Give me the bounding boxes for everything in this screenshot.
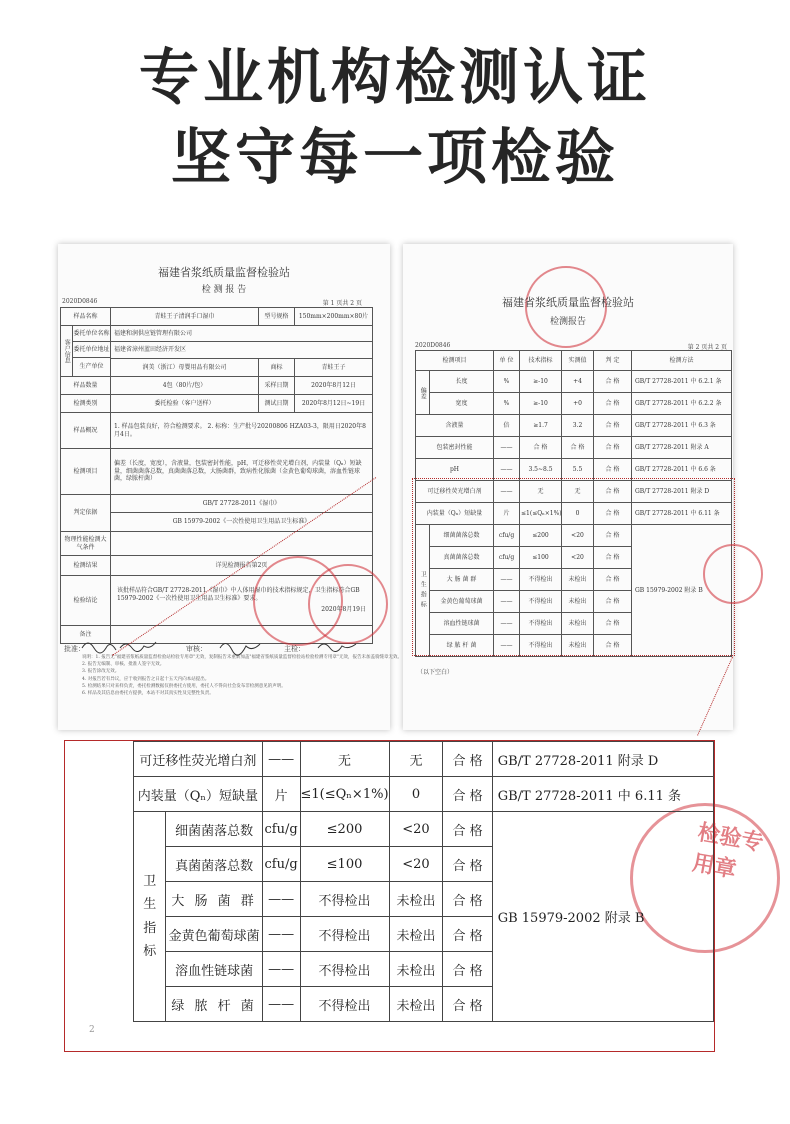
header-cell: 单 位 [494,351,520,371]
value-cell: <20 [389,847,443,882]
sample-date: 2020年8月12日 [295,377,373,395]
unit-cell: % [494,371,520,393]
label-cell: 判定依据 [61,495,111,532]
header-cell: 技术指标 [520,351,562,371]
group-label: 偏差 [416,371,430,415]
label-cell: 样品数量 [61,377,111,395]
verdict-cell: 合 格 [594,393,632,415]
value-cell: 0 [562,503,594,525]
value-cell: +4 [562,371,594,393]
report-1-title: 福建省浆纸质量监督检验站 [158,266,290,279]
verdict-cell: 合 格 [594,525,632,547]
zoom-table [133,741,714,1022]
spec-cell: 不得检出 [300,917,389,952]
item-cell: 可迁移性荧光增白剂 [134,742,263,777]
value-cell: 合 格 [562,437,594,459]
verdict-cell: 合 格 [594,591,632,613]
unit-cell: —— [262,742,300,777]
method-cell: GB/T 27728-2011 中 6.3 条 [632,415,732,437]
note-line: 5. 检测结果只对来样负责，委托检测数据仅供委托方使用，委托人不得向社会发布非检测意见的声明。 [82,683,286,689]
value-cell: 未检出 [389,917,443,952]
unit-cell: —— [262,917,300,952]
verdict-cell: 合 格 [443,882,492,917]
issue-date: 2020年8月19日 [321,606,367,614]
spec-cell: ≥1.7 [520,415,562,437]
verdict-cell: 合 格 [594,613,632,635]
value-cell: 未检出 [562,613,594,635]
value-cell: 未检出 [389,987,443,1022]
verdict-cell: 合 格 [443,952,492,987]
verdict-cell: 合 格 [443,812,492,847]
method-cell: GB/T 27728-2011 中 6.6 条 [632,459,732,481]
headline-line-1: 专业机构检测认证 [139,43,651,113]
verdict-cell: 合 格 [594,503,632,525]
verdict-cell: 合 格 [443,777,492,812]
unit-cell: —— [494,481,520,503]
label-cell: 采样日期 [259,377,295,395]
report-1-page-info: 第 1 页共 2 页 [322,300,362,307]
label-cell: 商标 [259,358,295,376]
verdict-cell: 合 格 [594,371,632,393]
method-cell: GB/T 27728-2011 中 6.2.2 条 [632,393,732,415]
item-cell: 大 肠 菌 群 [166,882,262,917]
spec-cell: ≤200 [300,812,389,847]
tester-label: 主检： [284,645,305,653]
item-cell: 长度 [430,371,494,393]
highlight-frame [412,478,735,656]
unit-cell: cfu/g [262,812,300,847]
label-cell: 测试日期 [259,395,295,413]
item-cell: 细菌菌落总数 [430,525,494,547]
header-cell: 检测项目 [416,351,494,371]
unit-cell: —— [494,569,520,591]
spec-cell: 3.5~8.5 [520,459,562,481]
label-cell: 检验结论 [61,576,111,626]
spec-cell: 不得检出 [520,591,562,613]
label-cell: 客户信息 [61,326,73,376]
header-cell: 检测方法 [632,351,732,371]
label-cell: 检测项目 [61,449,111,495]
producer-name: 润美（浙江）母婴用品有限公司 [111,358,259,376]
value-cell: 未检出 [562,591,594,613]
report-page-1 [58,244,402,730]
value-cell: 5.5 [562,459,594,481]
group-char: 标 [143,943,157,959]
item-cell: 可迁移性荧光增白剂 [416,481,494,503]
brand-value: 青蛙王子 [295,358,373,376]
method-cell: GB/T 27728-2011 中 6.11 条 [492,777,713,812]
spec-cell: 不得检出 [300,882,389,917]
note-line: 6. 样品及其信息由委托方提供，本站不对其真实性及完整性负责。 [82,690,214,696]
note-line: 2. 报告无编制、审核、批准人签字无效。 [82,662,165,668]
unit-cell: —— [262,952,300,987]
verdict-cell: 合 格 [594,569,632,591]
value-cell: 无 [389,742,443,777]
hygiene-group-label [134,812,166,1022]
verdict-cell: 合 格 [443,987,492,1022]
label-cell: 物理性能检测大气条件 [61,532,111,556]
item-cell: 真菌菌落总数 [166,847,262,882]
spec-cell: ≤100 [520,547,562,569]
report-2-number: 2020D0846 [415,342,451,349]
unit-cell: —— [262,987,300,1022]
item-cell: 大 肠 菌 群 [430,569,494,591]
stamp-text: 检验专用章 [690,819,766,884]
group-label: 卫生指标 [416,525,430,657]
verdict-cell: 合 格 [443,847,492,882]
item-cell: 内装量（Qₙ）短缺量 [416,503,494,525]
item-cell: 含液量 [416,415,494,437]
spec-cell: 无 [520,481,562,503]
basis-standard-1: GB/T 27728-2011《湿巾》 [111,495,372,513]
spec-cell: 不得检出 [520,613,562,635]
verdict-cell: 合 格 [594,481,632,503]
label-cell: 样品名称 [61,308,111,326]
sample-name: 青蛙王子清润手口湿巾 [111,308,259,326]
label-cell: 样品概况 [61,413,111,449]
item-cell: 金黄色葡萄球菌 [430,591,494,613]
unit-cell: 倍 [494,415,520,437]
client-address: 福建省漳州蓝田经济开发区 [111,342,373,358]
report-2-page-info: 第 2 页共 2 页 [687,344,727,351]
conclusion-text: 该批样品符合GB/T 27728-2011《湿巾》中人体用湿巾的技术指标规定，卫生指标符合GB 15979-2002《一次性使用卫生用品卫生标准》要求。 [117,587,360,602]
report-1-number: 2020D0846 [62,298,98,305]
method-cell: GB/T 27728-2011 中 6.11 条 [632,503,732,525]
verdict-cell: 合 格 [594,547,632,569]
report-1-subtitle: 检 测 报 告 [201,285,247,295]
group-char: 生 [143,897,157,913]
label-cell: 检测结果 [61,556,111,576]
item-cell: 溶血性链球菌 [430,613,494,635]
verdict-cell: 合 格 [443,917,492,952]
test-result: 详见检测报告第2页 [111,556,373,576]
spec-cell: 不得检出 [520,569,562,591]
value-cell: 未检出 [562,569,594,591]
value-cell: 未检出 [389,952,443,987]
note-line: 4. 对报告若有异议，应于收到报告之日起十五天内向本站提出。 [82,676,210,682]
unit-cell: cfu/g [494,525,520,547]
label-cell: 备注 [61,626,111,644]
value-cell: <20 [562,525,594,547]
unit-cell: 片 [262,777,300,812]
reviewer-label: 审核： [186,645,207,653]
test-type: 委托检验（客户送样） [111,395,259,413]
spec-cell: 合 格 [520,437,562,459]
value-cell: <20 [562,547,594,569]
note-line: 说明：1. 报告无"福建省浆纸质量监督检验站检验专用章"无效，复制报告未重新加盖"福建省浆纸质量监督检验站检验检测专用章"无效，报告未加盖骑缝章无效。 [82,655,402,660]
spec-cell: ≥-10 [520,393,562,415]
label-cell: 委托单位名称 [73,326,110,342]
item-cell: 宽度 [430,393,494,415]
inspection-stamp [253,556,343,646]
unit-cell: —— [494,613,520,635]
method-cell: GB 15979-2002 附录 B [632,525,732,657]
approver-label: 批准： [64,645,85,653]
item-cell: 内装量（Qₙ）短缺量 [134,777,263,812]
report-notes [82,654,402,697]
header-cell: 实测值 [562,351,594,371]
label-cell: 委托单位地址 [73,342,110,358]
note-line: 3. 报告涂改无效。 [82,669,120,675]
method-cell: GB/T 27728-2011 附录 A [632,437,732,459]
header-cell: 判 定 [594,351,632,371]
label-cell: 型号规格 [259,308,295,326]
sample-condition: 1. 样品包装良好，符合检测要求。 2. 标称：生产批号20200806 HZA03-3，限用日2020年8月4日。 [111,413,373,449]
spec-cell: ≥-10 [520,371,562,393]
report-2-subtitle: 检测报告 [549,317,586,327]
unit-cell: —— [494,591,520,613]
verdict-cell: 合 格 [594,437,632,459]
spec-cell: ≤200 [520,525,562,547]
merged-method-cell: GB 15979-2002 附录 B [492,812,713,1022]
spec-cell: 不得检出 [300,952,389,987]
physical-conditions [111,532,373,556]
verdict-cell: 合 格 [594,635,632,657]
spec-cell: ≤100 [300,847,389,882]
item-cell: 真菌菌落总数 [430,547,494,569]
item-cell: pH [416,459,494,481]
verdict-cell: 合 格 [594,459,632,481]
label-cell: 检测类别 [61,395,111,413]
value-cell: <20 [389,812,443,847]
headline-line-2: 坚守每一项检验 [171,123,619,193]
label-cell: 生产单位 [79,363,104,371]
verdict-cell: 合 格 [443,742,492,777]
test-date: 2020年8月12日~19日 [295,395,373,413]
spec-cell: 不得检出 [300,987,389,1022]
spec-cell: 无 [300,742,389,777]
item-cell: 溶血性链球菌 [166,952,262,987]
report-2-title: 福建省浆纸质量监督检验站 [502,296,634,309]
item-cell: 包装密封性能 [416,437,494,459]
client-name: 福建和润供应链管理有限公司 [111,326,373,342]
unit-cell: % [494,393,520,415]
value-cell: 3.2 [562,415,594,437]
unit-cell: —— [262,882,300,917]
test-items: 偏差（长度，宽度），含液量，包装密封性能，pH，可迁移性荧光增白剂，内装量（Qₙ）短缺量，细菌菌落总数，真菌菌落总数，大肠菌群，致病性化脓菌（金黄色葡萄球菌，溶血性链球菌，绿脓杆菌） [111,449,373,495]
method-cell: GB/T 27728-2011 附录 D [492,742,713,777]
value-cell: +0 [562,393,594,415]
basis-standard-2: GB 15979-2002《一次性使用卫生用品卫生标准》 [172,518,311,525]
unit-cell: cfu/g [494,547,520,569]
blank-note: （以下空白） [417,669,454,676]
value-cell: 无 [562,481,594,503]
value-cell: 未检出 [562,635,594,657]
group-char: 卫 [143,873,157,889]
unit-cell: —— [494,635,520,657]
spec-cell: ≤1(≤Qₙ×1%) [520,503,562,525]
zoomed-table-panel [64,740,766,1052]
group-char: 指 [143,920,157,936]
method-cell: GB/T 27728-2011 中 6.2.1 条 [632,371,732,393]
item-cell: 绿 脓 杆 菌 [166,987,262,1022]
method-cell: GB/T 27728-2011 附录 D [632,481,732,503]
item-cell: 金黄色葡萄球菌 [166,917,262,952]
verdict-cell: 合 格 [594,415,632,437]
unit-cell: cfu/g [262,847,300,882]
item-cell: 细菌菌落总数 [166,812,262,847]
value-cell: 未检出 [389,882,443,917]
unit-cell: —— [494,459,520,481]
unit-cell: —— [494,437,520,459]
spec-value: 150mm×200mm×80片 [295,308,373,326]
spec-cell: 不得检出 [520,635,562,657]
item-cell: 绿 脓 杆 菌 [430,635,494,657]
spec-cell: ≤1(≤Qₙ×1%) [300,777,389,812]
quantity-value: 4包（80片/包） [111,377,259,395]
page-mark: 2 [89,1025,95,1035]
value-cell: 0 [389,777,443,812]
unit-cell: 片 [494,503,520,525]
